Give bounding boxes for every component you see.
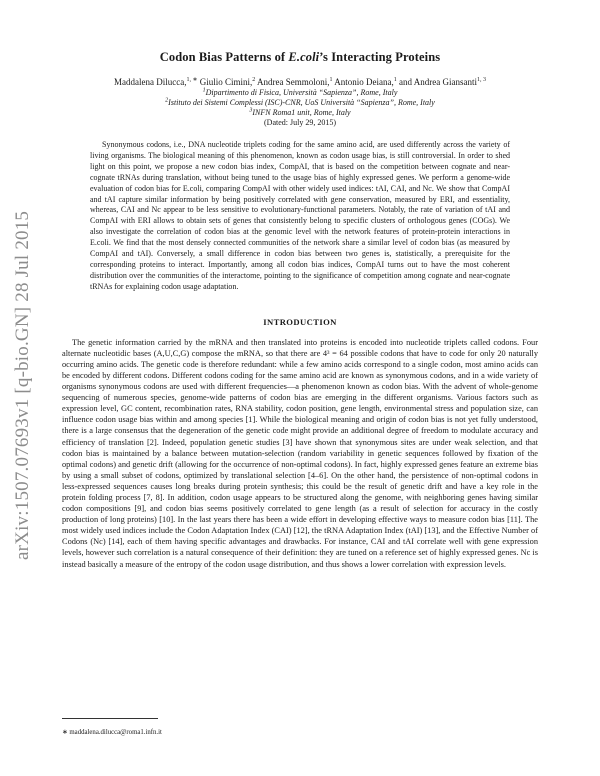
footnote-divider — [62, 718, 158, 719]
author-affil-mark: 1 — [393, 77, 397, 83]
abstract-text: Synonymous codons, i.e., DNA nucleotide triplets coding for the same amino acid, are used differently across the variety of living organisms. The biological meaning of this phenomenon, known as codon usage bias, is still controversial. In order to shed light on this point, we propose a new codon bias index, CompAI, that is based on the competition between cognate and near-cognate tRNAs during translation, without being tuned to the usage bias of highly expressed genes. We perform a genome-wide evaluation of codon bias for E.coli, comparing CompAI with other widely used indices: tAI, CAI, and Nc. We show that CompAI and tAI capture similar information by being positively correlated with gene conservation, measured by ERI, and essentiality, whereas, CAI and Nc appear to be less sensitive to evolutionary-functional parameters. Notably, the rate of variation of tAI and CompAI with ERI allows to obtain sets of genes that consistently belong to specific clusters of orthologous genes (COGs). We also investigate the correlation of codon bias at the genomic level with the network features of protein-protein interactions in E.coli. We find that the most densely connected communities of the network share a similar level of codon bias (as measured by CompAI and tAI). Conversely, a small difference in codon bias between two genes is, statistically, a prerequisite for the corresponding proteins to interact. Importantly, among all codon bias indices, CompAI turns out to have the most coherent distribution over the communities of the interactome, pointing to the significance of competition among cognate and near-cognate tRNAs for explaining codon usage adaptation. — [90, 140, 510, 291]
author: Giulio Cimini, — [199, 77, 253, 87]
author: Maddalena Dilucca, — [113, 77, 187, 87]
introduction-body — [62, 337, 538, 570]
affiliation-mark: 1 — [202, 87, 206, 94]
affiliation — [62, 98, 538, 108]
title-prefix: Codon Bias Patterns of — [159, 50, 289, 64]
paper-title — [62, 50, 538, 65]
author-affil-mark: 1, ∗ — [186, 77, 198, 83]
author: Andrea Semmoloni, — [257, 77, 330, 87]
affiliation-mark: 3 — [249, 107, 253, 114]
affiliation-text: Dipartimento di Fisica, Università “Sapienza”, Rome, Italy — [205, 88, 398, 97]
affiliation-text: INFN Roma1 unit, Rome, Italy — [252, 108, 351, 117]
paper-page — [62, 50, 538, 570]
affiliation — [62, 88, 538, 98]
title-suffix: ’s Interacting Proteins — [319, 50, 441, 64]
author: and Andrea Giansanti — [399, 77, 477, 87]
footnote-email: ∗ maddalena.dilucca@roma1.infn.it — [62, 729, 162, 736]
affiliation-text: Istituto dei Sistemi Complessi (ISC)-CNR, UoS Università “Sapienza”, Rome, Italy — [168, 98, 435, 107]
title-italic-organism: E.coli — [288, 50, 320, 64]
author-affil-mark: 1 — [329, 77, 333, 83]
affiliation-mark: 2 — [165, 97, 169, 104]
affiliation — [62, 108, 538, 118]
dated-line: (Dated: July 29, 2015) — [264, 118, 336, 127]
author: Antonio Deiana, — [334, 77, 394, 87]
arxiv-identifier: arXiv:1507.07693v1 [q-bio.GN] 28 Jul 2015 — [12, 210, 33, 560]
author-affil-mark: 1, 3 — [477, 77, 486, 83]
author-list — [62, 77, 538, 88]
abstract — [90, 140, 510, 293]
introduction-paragraph: The genetic information carried by the mRNA and then translated into proteins is encoded into nucleotide triplets called codons. Four alternate nucleotidic bases (A,U,C,G) compose the mRNA, so that there are 4³ = 64 possible codons that have to code for only 20 naturally occurring amino acids. The genetic code is therefore redundant: while a few amino acids correspond to a single codon, most amino acids can be encoded by different codons. Different codons coding for the same amino acid are known as synonymous codons, and in a wide variety of organisms synonymous codons are used with different frequencies—a phenomenon known as codon bias. With the advent of whole-genome sequencing of numerous species, genome-wide patterns of codon bias are emerging in the different organisms. Various factors such as expression level, GC content, recombination rates, RNA stability, codon position, gene length, environmental stress and population size, can influence codon usage bias within and among species [1]. While the biological meaning and origin of codon bias is not yet fully understood, there is a large consensus that the degeneration of the genetic code might provide an additional degree of freedom to modulate accuracy and efficiency of translation [2]. Indeed, population genetic studies [3] have shown that synonymous sites are under weak selection, and that codon bias is maintained by a balance between mutation-selection (random variability in genetic sequences followed by fixation of the optimal codons) and genetic drift (allowing for the occurrence of non-optimal codons). In fact, highly expressed genes feature an extreme bias by using a small subset of codons, optimized by translational selection [4–6]. On the other hand, the persistence of non-optimal codons in less-expressed sequences causes long breaks during protein synthesis; this could be the result of genetic drift and have a key role in the protein folding process [7, 8]. In addition, codon usage appears to be structured along the genome, with neighboring genes having similar codon compositions [9], and codon bias seems positively correlated to gene length (as a result of selection for accuracy in the costly production of long proteins) [10]. In the last years there has been a wide effort in developing effective ways to measure codon bias [11]. The most widely used indices include the Codon Adaptation Index (CAI) [12], the tRNA Adaptation Index (tAI) [13], and the Effective Number of Codons (Nc) [14], each of them having specific advantages and drawbacks. For instance, CAI and tAI correlate well with gene expression levels, however such correlation is a natural consequence of their definition: they are tuned on a reference set of highly expressed genes. Nc is instead basically a measure of the entropy of the codon usage distribution, and thus shows a lower correlation with expression levels. — [62, 337, 538, 569]
author-affil-mark: 2 — [252, 77, 256, 83]
section-heading: INTRODUCTION — [263, 316, 337, 327]
